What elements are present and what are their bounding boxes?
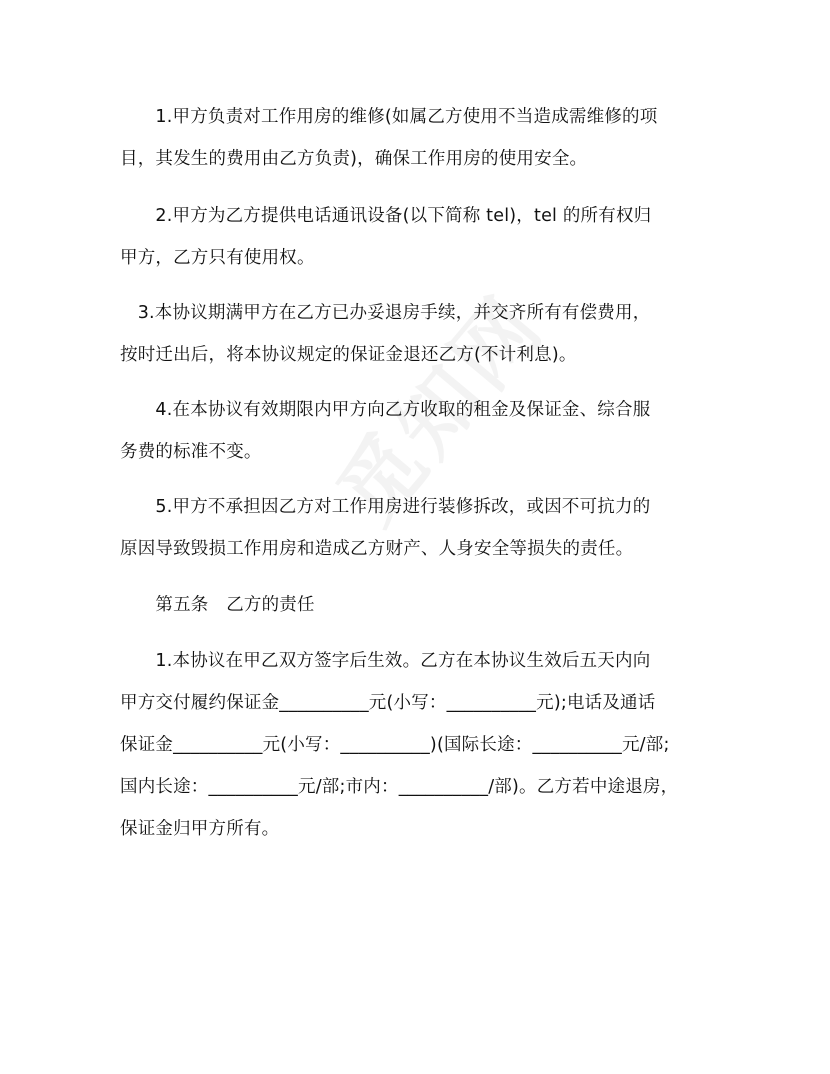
paragraph-line: 4.在本协议有效期限内甲方向乙方收取的租金及保证金、综合服 <box>120 400 651 420</box>
paragraph-line: 5.甲方不承担因乙方对工作用房进行装修拆改，或因不可抗力的 <box>120 497 651 517</box>
paragraph-line: 甲方交付履约保证金__________元(小写：__________元);电话及通话 <box>120 693 656 713</box>
section-heading: 第五条 乙方的责任 <box>120 595 315 615</box>
paragraph-line: 保证金__________元(小写：__________)(国际长途：__________元/部; <box>120 735 670 755</box>
clause-3-paragraph <box>120 292 720 376</box>
clause-4-paragraph <box>120 389 720 473</box>
article-5-clause-1-paragraph <box>120 640 720 850</box>
paragraph-line: 保证金归甲方所有。 <box>120 819 280 839</box>
paragraph-line: 按时迁出后，将本协议规定的保证金退还乙方(不计利息)。 <box>120 345 577 365</box>
clause-2-paragraph <box>120 195 720 279</box>
paragraph-line: 3.本协议期满甲方在乙方已办妥退房手续，并交齐所有有偿费用， <box>120 303 651 323</box>
paragraph-line: 国内长途：__________元/部;市内：__________/部)。乙方若中途退房， <box>120 777 679 797</box>
clause-5-paragraph <box>120 486 720 570</box>
clause-1-paragraph <box>120 96 720 180</box>
paragraph-line: 务费的标准不变。 <box>120 442 262 462</box>
paragraph-line: 1.甲方负责对工作用房的维修(如属乙方使用不当造成需维修的项 <box>120 107 658 127</box>
article-5-heading <box>120 584 720 626</box>
paragraph-line: 目，其发生的费用由乙方负责)，确保工作用房的使用安全。 <box>120 149 588 169</box>
paragraph-line: 2.甲方为乙方提供电话通讯设备(以下简称 tel)，tel 的所有权归 <box>120 206 652 226</box>
paragraph-line: 甲方，乙方只有使用权。 <box>120 248 315 268</box>
paragraph-line: 原因导致毁损工作用房和造成乙方财产、人身安全等损失的责任。 <box>120 539 634 559</box>
paragraph-line: 1.本协议在甲乙双方签字后生效。乙方在本协议生效后五天内向 <box>120 651 651 671</box>
